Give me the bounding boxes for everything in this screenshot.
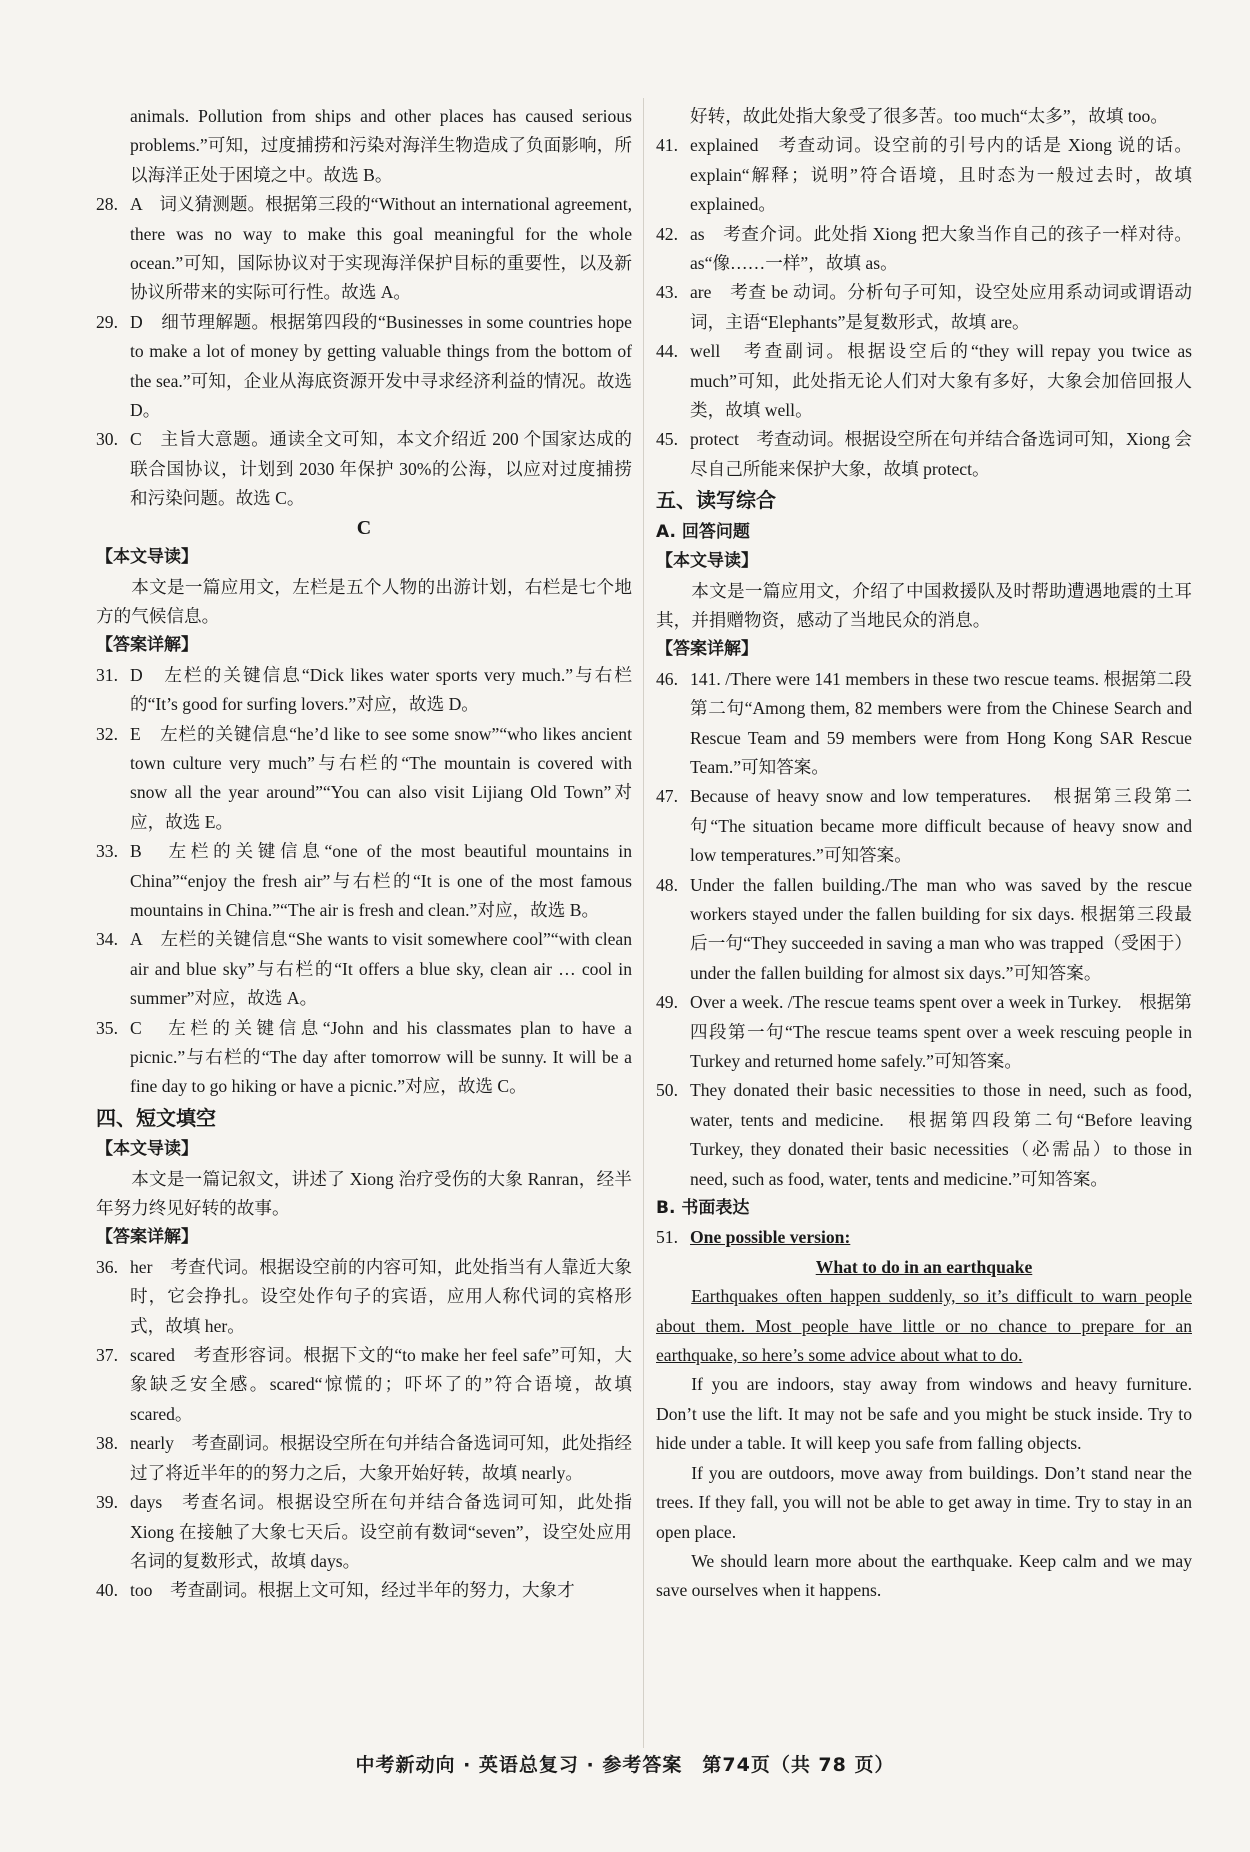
answer-item-49: 49. Over a week. /The rescue teams spent over a week in Turkey. 根据第四段第一句“The rescue teams spent over a week rescuing people in Turkey and returned home safely.”可知答案。 — [656, 992, 1192, 1071]
essay-version-label: One possible version: — [690, 1227, 851, 1248]
detail-label-4: 【答案详解】 — [96, 1227, 198, 1248]
essay-paragraph-3: If you are outdoors, move away from buildings. Don’t stand near the trees. If they fall, you will not be able to get away in time. Try to stay in an open place. — [656, 1462, 1192, 1542]
essay-body — [656, 1282, 1192, 1605]
answer-item-44: 44. well 考查副词。根据设空后的“they will repay you twice as much”可知，此处指无论人们对大象有多好，大象会加倍回报人类，故填 well。 — [656, 341, 1192, 421]
answer-item-28: 28. A 词义猜测题。根据第三段的“Without an international agreement, there was no way to make this goal meaningful for the whole ocean.”可知，国际协议对于实现海洋保护目标的重要性，以及新协议所带来的实际可行性。故选 A。 — [96, 194, 632, 303]
item-40-continuation: 好转，故此处指大象受了很多苦。too much“太多”，故填 too。 — [690, 106, 1168, 126]
section-c-title: C — [356, 516, 372, 539]
answer-item-40: 40. too 考查副词。根据上文可知，经过半年的努力，大象才 — [96, 1580, 575, 1601]
answer-item-50: 50. They donated their basic necessities to those in need, such as food, water, tents and medicine. 根据第四段第二句“Before leaving Turkey, they donated their basic necessities（必需品）to those in need, such as food, water, tents and medicine.”可知答案。 — [656, 1080, 1192, 1189]
answer-item-42: 42. as 考查介词。此处指 Xiong 把大象当作自己的孩子一样对待。as“像……一样”，故填 as。 — [656, 223, 1192, 274]
answer-item-41: 41. explained 考查动词。设空前的引号内的话是 Xiong 说的话。explain“解释；说明”符合语境，且时态为一般过去时，故填 explained。 — [656, 135, 1192, 215]
answer-item-51: 51. One possible version: — [656, 1227, 851, 1248]
sub-a-title: A. 回答问题 — [656, 521, 750, 542]
guide-label-5: 【本文导读】 — [656, 551, 758, 572]
answer-item-48: 48. Under the fallen building./The man who was saved by the rescue workers stayed under the fallen building for six days. 根据第三段最后一句“They succeeded in saving a man who was trapped（受困于）under the fallen building for almost six days.”可知答案。 — [656, 874, 1192, 983]
guide-text-4: 本文是一篇记叙文，讲述了 Xiong 治疗受伤的大象 Ranran，经半年努力终见好转的故事。 — [96, 1168, 632, 1219]
detail-label-5: 【答案详解】 — [656, 639, 758, 660]
answer-item-39: 39. days 考查名词。根据设空所在句并结合备选词可知，此处指 Xiong 在接触了大象七天后。设空前有数词“seven”，设空处应用名词的复数形式，故填 days。 — [96, 1492, 632, 1571]
answer-item-31: 31. D 左栏的关键信息“Dick likes water sports very much.”与右栏的“It’s good for surfing lovers.”对应，故选 D。 — [96, 664, 632, 715]
answer-item-33: 33. B 左栏的关键信息“one of the most beautiful mountains in China”“enjoy the fresh air”与右栏的“It is one of the most famous mountains in China.”“The air is fresh and clean.”对应，故选 B。 — [96, 841, 632, 920]
guide-text-5: 本文是一篇应用文，介绍了中国救援队及时帮助遭遇地震的土耳其，并捐赠物资，感动了当地民众的消息。 — [656, 580, 1192, 630]
intro-continuation: animals. Pollution from ships and other places has caused serious problems.”可知，过度捕捞和污染对海洋生物造成了负面影响，所以海洋正处于困境之中。故选 B。 — [130, 106, 632, 185]
answer-item-45: 45. protect 考查动词。根据设空所在句并结合备选词可知，Xiong 会尽自己所能来保护大象，故填 protect。 — [656, 429, 1192, 479]
sub-b-title: B. 书面表达 — [656, 1198, 750, 1219]
guide-label-4: 【本文导读】 — [96, 1139, 198, 1160]
answer-item-36: 36. her 考查代词。根据设空前的内容可知，此处指当有人靠近大象时，它会挣扎。设空处作句子的宾语，应用人称代词的宾格形式，故填 her。 — [96, 1256, 632, 1336]
answer-item-34: 34. A 左栏的关键信息“She wants to visit somewhere cool”“with clean air and blue sky”与右栏的“It offers a blue sky, clean air … cool in summer”对应，故选 A。 — [96, 929, 632, 1009]
detail-label-c: 【答案详解】 — [96, 635, 198, 656]
right-column — [656, 102, 1192, 1606]
column-divider — [643, 98, 644, 1748]
answer-item-35: 35. C 左栏的关键信息“John and his classmates plan to have a picnic.”与右栏的“The day after tomorrow will be sunny. It will be a fine day to go hiking or have a picnic.”对应，故选 C。 — [96, 1017, 632, 1097]
section-4-title: 四、短文填空 — [96, 1105, 216, 1130]
answer-item-47: 47. Because of heavy snow and low temperatures. 根据第三段第二句“The situation became more difficult because of heavy snow and low temperatures.”可知答案。 — [656, 786, 1192, 866]
answer-item-43: 43. are 考查 be 动词。分析句子可知，设空处应用系动词或谓语动词，主语“Elephants”是复数形式，故填 are。 — [656, 282, 1192, 332]
left-column — [96, 102, 632, 1606]
answer-item-32: 32. E 左栏的关键信息“he’d like to see some snow”“who likes ancient town culture very much”与右栏的“The mountain is covered with snow all the year around”“You can also visit Lijiang Old Town”对应，故选 E。 — [96, 723, 632, 832]
answer-item-29: 29. D 细节理解题。根据第四段的“Businesses in some countries hope to make a lot of money by getting valuable things from the bottom of the sea.”可知，企业从海底资源开发中寻求经济利益的情况。故选 D。 — [96, 311, 632, 421]
guide-text-c: 本文是一篇应用文，左栏是五个人物的出游计划，右栏是七个地方的气候信息。 — [96, 576, 632, 626]
section-5-title: 五、读写综合 — [656, 488, 776, 513]
guide-label-c: 【本文导读】 — [96, 547, 198, 568]
essay-paragraph-4: We should learn more about the earthquake. Keep calm and we may save ourselves when it happens. — [656, 1550, 1192, 1601]
answer-item-38: 38. nearly 考查副词。根据设空所在句并结合备选词可知，此处指经过了将近半年的的努力之后，大象开始好转，故填 nearly。 — [96, 1433, 632, 1483]
essay-paragraph-2: If you are indoors, stay away from windows and heavy furniture. Don’t use the lift. It may not be safe and you might be stuck inside. Try to hide under a table. It will keep you safe from falling objects. — [656, 1374, 1192, 1454]
page-footer: 中考新动向 · 英语总复习 · 参考答案 第74页（共 78 页） — [355, 1754, 895, 1776]
essay-paragraph-1: Earthquakes often happen suddenly, so it’s difficult to warn people about them. Most people have little or no chance to prepare for an earthquake, so here’s some advice about what to do. — [656, 1286, 1192, 1366]
answer-item-46: 46. 141. /There were 141 members in these two rescue teams. 根据第二段第二句“Among them, 82 members were from the Chinese Search and Rescue Team and 59 members were from Hong Kong SAR Rescue Team.”可知答案。 — [656, 668, 1192, 777]
answer-item-37: 37. scared 考查形容词。根据下文的“to make her feel safe”可知，大象缺乏安全感。scared“惊慌的；吓坏了的”符合语境，故填 scared。 — [96, 1345, 632, 1424]
answer-item-30: 30. C 主旨大意题。通读全文可知，本文介绍近 200 个国家达成的联合国协议，计划到 2030 年保护 30%的公海，以应对过度捕捞和污染问题。故选 C。 — [96, 429, 632, 509]
essay-title: What to do in an earthquake — [815, 1256, 1033, 1277]
